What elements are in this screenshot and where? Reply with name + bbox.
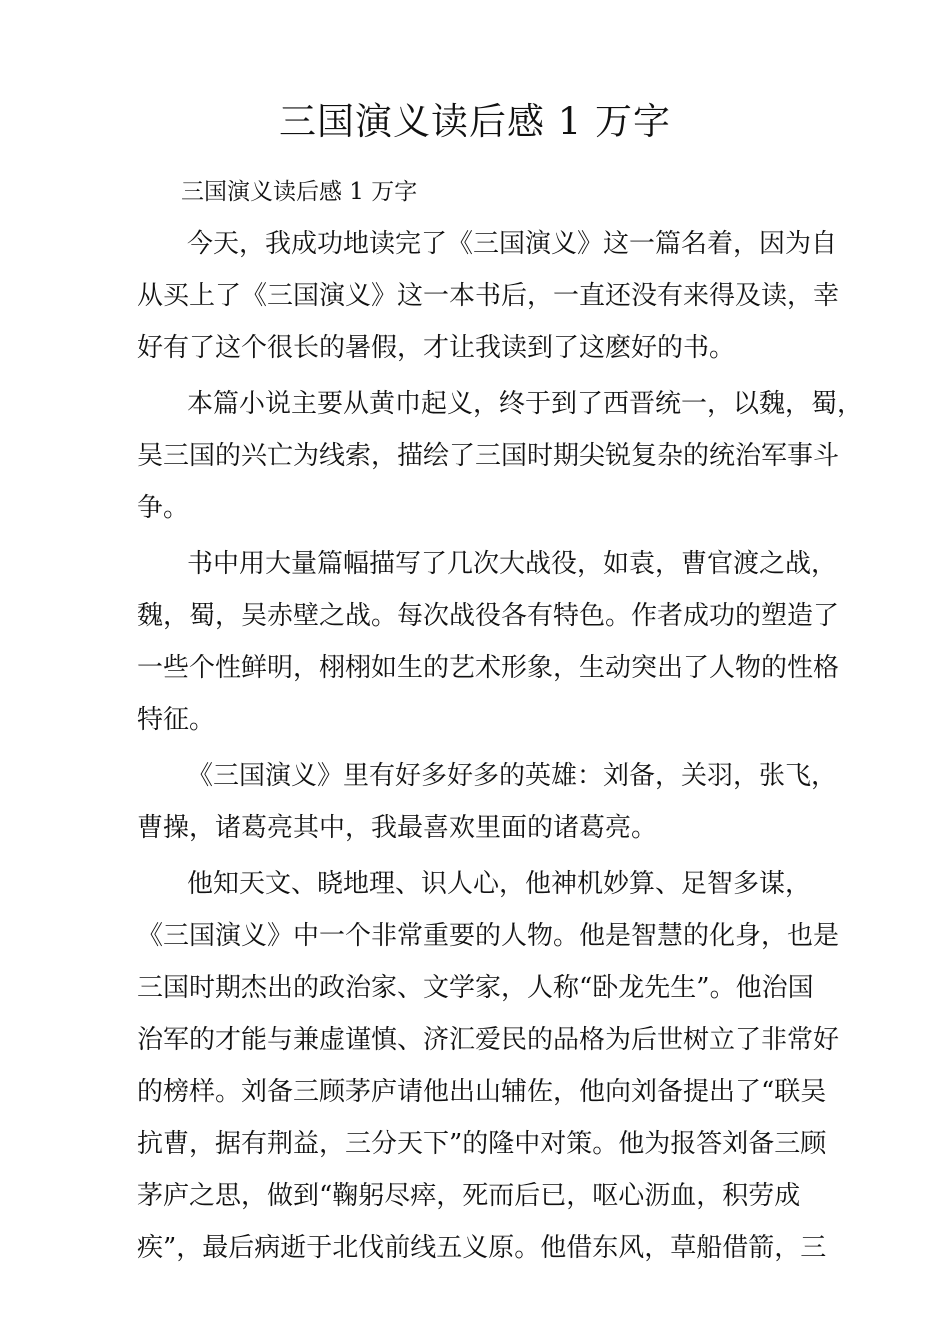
text-line: 茅庐之思，做到“鞠躬尽瘁，死而后已，呕心沥血，积劳成 [137,1181,801,1211]
document-title: 三国演义读后感 1 万字 [278,100,672,143]
text-line: 从买上了《三国演义》这一本书后，一直还没有来得及读，幸 [137,281,840,311]
text-line: 特征。 [137,705,216,735]
text-line: 抗曹，据有荆益，三分天下”的隆中对策。他为报答刘备三顾 [137,1129,827,1159]
text-line: 三国时期杰出的政治家、文学家，人称“卧龙先生”。他治国 [137,973,814,1003]
text-line: 《三国演义》里有好多好多的英雄：刘备，关羽，张飞， [187,761,838,791]
text-line: 今天，我成功地读完了《三国演义》这一篇名着，因为自 [187,229,838,259]
document-body [137,218,864,1278]
text-line: 书中用大量篇幅描写了几次大战役，如袁，曹官渡之战， [187,549,838,579]
text-line: 他知天文、晓地理、识人心，他神机妙算、足智多谋， [187,869,812,899]
document-subtitle: 三国演义读后感 1 万字 [181,179,418,205]
text-line: 一些个性鲜明，栩栩如生的艺术形象，生动突出了人物的性格 [137,653,840,683]
text-line: 疾”，最后病逝于北伐前线五义原。他借东风，草船借箭，三 [137,1233,827,1263]
paragraph [137,858,840,1274]
text-line: 吴三国的兴亡为线索，描绘了三国时期尖锐复杂的统治军事斗 [137,441,840,471]
paragraph [137,750,837,854]
text-line: 争。 [137,493,190,523]
text-line: 魏，蜀，吴赤壁之战。每次战役各有特色。作者成功的塑造了 [137,601,840,631]
text-line: 《三国演义》中一个非常重要的人物。他是智慧的化身，也是 [137,921,840,951]
text-line: 治军的才能与兼虚谨慎、济汇爱民的品格为后世树立了非常好 [137,1025,840,1055]
text-line: 好有了这个很长的暑假，才让我读到了这麽好的书。 [137,333,736,363]
text-line: 的榜样。刘备三顾茅庐请他出山辅佐，他向刘备提出了“联吴 [137,1077,827,1107]
text-line: 本篇小说主要从黄巾起义，终于到了西晋统一，以魏，蜀， [187,389,864,419]
paragraph [137,538,840,746]
text-line: 曹操，诸葛亮其中，我最喜欢里面的诸葛亮。 [137,813,658,843]
paragraph [137,218,840,374]
paragraph [137,378,864,534]
